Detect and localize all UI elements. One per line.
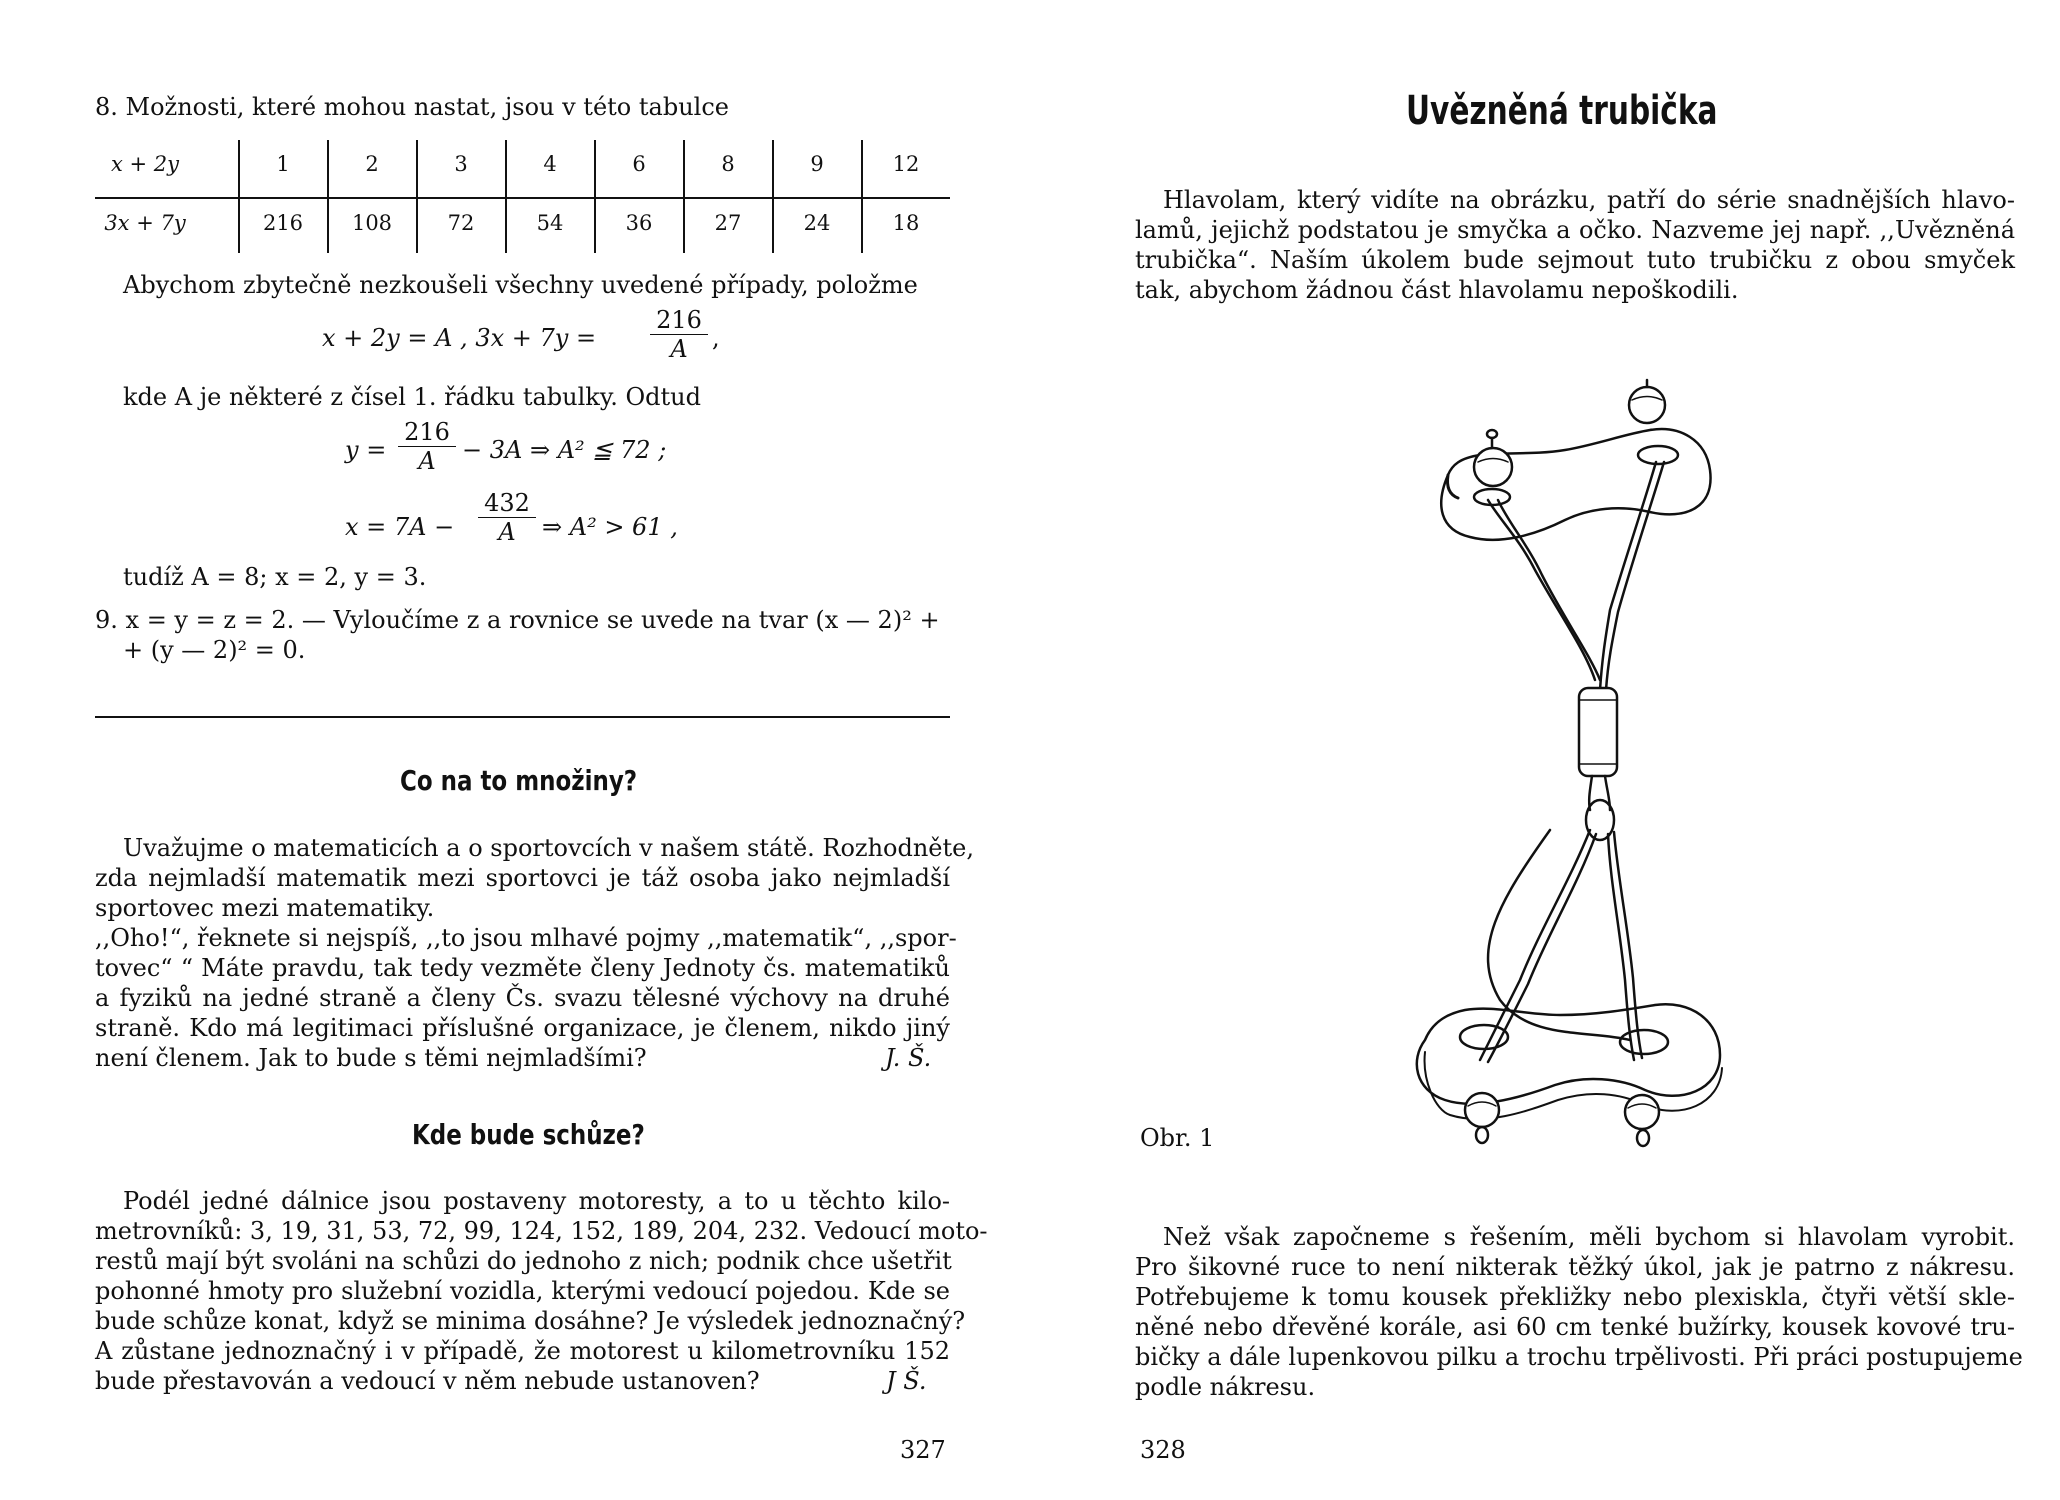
- item8-conclusion: tudíž A = 8; x = 2, y = 3.: [123, 563, 427, 591]
- item8-text2: kde A je některé z čísel 1. řádku tabulky. Odtud: [123, 383, 701, 411]
- table-separator: [861, 140, 863, 253]
- table-divider: [95, 197, 950, 199]
- text-line: sportovec mezi matematiky.: [95, 894, 435, 922]
- text-line: bičky a dále lupenkovou pilku a trochu trpělivosti. Při práci postupujeme: [1135, 1343, 2023, 1371]
- text-line: Než však započneme s řešením, měli bychom si hlavolam vyrobit.: [1163, 1223, 2015, 1251]
- table-cell: 72: [447, 211, 475, 235]
- item9-line1: 9. x = y = z = 2. — Vyloučíme z a rovnice se uvede na tvar (x — 2)² +: [95, 606, 940, 634]
- table-separator: [772, 140, 774, 253]
- top-board: [1441, 429, 1710, 540]
- body-paragraph: [1135, 1222, 2023, 1402]
- table-cell: 6: [632, 152, 646, 176]
- text-line: metrovníků: 3, 19, 31, 53, 72, 99, 124, 152, 189, 204, 232. Vedoucí moto-: [95, 1217, 988, 1245]
- table-cell: 9: [810, 152, 824, 176]
- text-line: Podél jedné dálnice jsou postaveny motoresty, a to u těchto kilo-: [123, 1187, 950, 1215]
- section2-paragraph: [95, 1186, 988, 1396]
- table-cell: 8: [721, 152, 735, 176]
- top-hole-right: [1638, 446, 1678, 464]
- text-line: Potřebujeme k tomu kousek překližky nebo plexiskla, čtyři větší skle-: [1135, 1283, 2015, 1311]
- bottom-board: [1417, 1004, 1720, 1103]
- bead-top-left: [1474, 448, 1512, 486]
- table-cell: 27: [714, 211, 742, 235]
- text-line: bude schůze konat, když se minima dosáhne? Je výsledek jednoznačný?: [95, 1307, 966, 1335]
- equation-3-fraction: [478, 489, 536, 546]
- text-line: Hlavolam, který vidíte na obrázku, patří do série snadnějších hlavo-: [1163, 186, 2015, 214]
- table-row1-label: x + 2y: [110, 152, 179, 176]
- section-divider: [95, 716, 950, 718]
- tube: [1579, 688, 1617, 776]
- text-line: není členem. Jak to bude s těmi nejmladšími?: [95, 1044, 647, 1072]
- bead-bottom-left: [1465, 1093, 1499, 1127]
- bead-bottom-right: [1625, 1095, 1659, 1129]
- text-line: straně. Kdo má legitimaci příslušné organizace, je členem, nikdo jiný: [95, 1014, 950, 1042]
- table-separator: [238, 140, 240, 253]
- text-line: bude přestavován a vedoucí v něm nebude ustanoven?: [95, 1367, 760, 1395]
- table-cell: 18: [892, 211, 920, 235]
- equation-1-numerator: 216: [650, 306, 708, 335]
- item9-line2: + (y — 2)² = 0.: [123, 636, 306, 664]
- equation-3-numerator: 432: [478, 489, 536, 518]
- page-number: 327: [900, 1436, 946, 1464]
- table-cell: 108: [351, 211, 393, 235]
- text-line: a fyziků na jedné straně a členy Čs. svazu tělesné výchovy na druhé: [95, 984, 950, 1012]
- table-cell: 12: [892, 152, 920, 176]
- page-title: Uvězněná trubička: [1406, 88, 1718, 134]
- bead-top-right: [1629, 387, 1665, 423]
- text-line: restů mají být svoláni na schůzi do jednoho z nich; podnik chce ušetřit: [95, 1247, 952, 1275]
- equation-2-denominator: A: [418, 447, 436, 475]
- table-cell: 54: [536, 211, 564, 235]
- table-cell: 24: [803, 211, 831, 235]
- equation-1-tail: ,: [712, 324, 720, 352]
- figure-caption: Obr. 1: [1140, 1124, 1215, 1152]
- item8-intro: 8. Možnosti, které mohou nastat, jsou v této tabulce: [95, 93, 729, 121]
- equation-3-lhs: x = 7A −: [345, 513, 455, 541]
- equation-1-denominator: A: [670, 335, 688, 363]
- top-hole-left: [1474, 489, 1510, 505]
- table-separator: [505, 140, 507, 253]
- right-page: [1030, 0, 2060, 1500]
- table-cell: 36: [625, 211, 653, 235]
- equation-1-left: x + 2y = A , 3x + 7y =: [322, 324, 597, 352]
- table-cell: 4: [543, 152, 557, 176]
- table-separator: [327, 140, 329, 253]
- text-line: A zůstane jednoznačný i v případě, že motorest u kilometrovníku 152: [95, 1337, 950, 1365]
- equation-2-rhs: − 3A ⇒ A² ≦ 72 ;: [462, 436, 667, 464]
- page-number: 328: [1140, 1436, 1186, 1464]
- text-line: lamů, jejichž podstatou je smyčka a očko. Nazveme jej např. ,,Uvězněná: [1135, 216, 2015, 244]
- bottom-hole-right: [1620, 1030, 1668, 1054]
- table-cell: 2: [365, 152, 379, 176]
- table-cell: 3: [454, 152, 468, 176]
- text-line: ,,Oho!“, řeknete si nejspíš, ,,to jsou mlhavé pojmy ,,matematik“, ,,spor-: [95, 924, 957, 952]
- equation-1-fraction: [650, 306, 708, 363]
- table-cell: 216: [262, 211, 304, 235]
- text-line: Pro šikovné ruce to není nikterak těžký úkol, jak je patrno z nákresu.: [1135, 1253, 2015, 1281]
- section2-signature: J Š.: [886, 1367, 927, 1395]
- section1-paragraph: [95, 833, 974, 1073]
- table-separator: [683, 140, 685, 253]
- section2-title: Kde bude schůze?: [412, 1118, 645, 1151]
- equation-2-numerator: 216: [398, 418, 456, 447]
- text-line: zda nejmladší matematik mezi sportovci je táž osoba jako nejmladší: [95, 864, 950, 892]
- text-line: něné nebo dřevěné korále, asi 60 cm tenké bužírky, kousek kovové tru-: [1135, 1313, 2015, 1341]
- item8-text1: Abychom zbytečně nezkoušeli všechny uvedené případy, položme: [123, 271, 918, 299]
- text-line: tovec“ “ Máte pravdu, tak tedy vezměte členy Jednoty čs. matematiků: [95, 954, 950, 982]
- table-row2-label: 3x + 7y: [104, 211, 186, 235]
- table-cell: 1: [276, 152, 290, 176]
- equation-3-denominator: A: [498, 518, 516, 546]
- section1-signature: J. Š.: [885, 1044, 932, 1072]
- text-line: pohonné hmoty pro služební vozidla, kterými vedoucí pojedou. Kde se: [95, 1277, 950, 1305]
- equation-2-fraction: [398, 418, 456, 475]
- equation-2-lhs: y =: [345, 436, 387, 464]
- text-line: Uvažujme o matematicích a o sportovcích v našem státě. Rozhodněte,: [123, 834, 974, 862]
- table-separator: [594, 140, 596, 253]
- text-line: trubička“. Naším úkolem bude sejmout tuto trubičku z obou smyček: [1135, 246, 2015, 274]
- section1-title: Co na to množiny?: [400, 764, 638, 797]
- text-line: tak, abychom žádnou část hlavolamu nepoškodili.: [1135, 276, 1739, 304]
- equation-3-rhs: ⇒ A² > 61 ,: [542, 513, 678, 541]
- table-separator: [416, 140, 418, 253]
- text-line: podle nákresu.: [1135, 1373, 1316, 1401]
